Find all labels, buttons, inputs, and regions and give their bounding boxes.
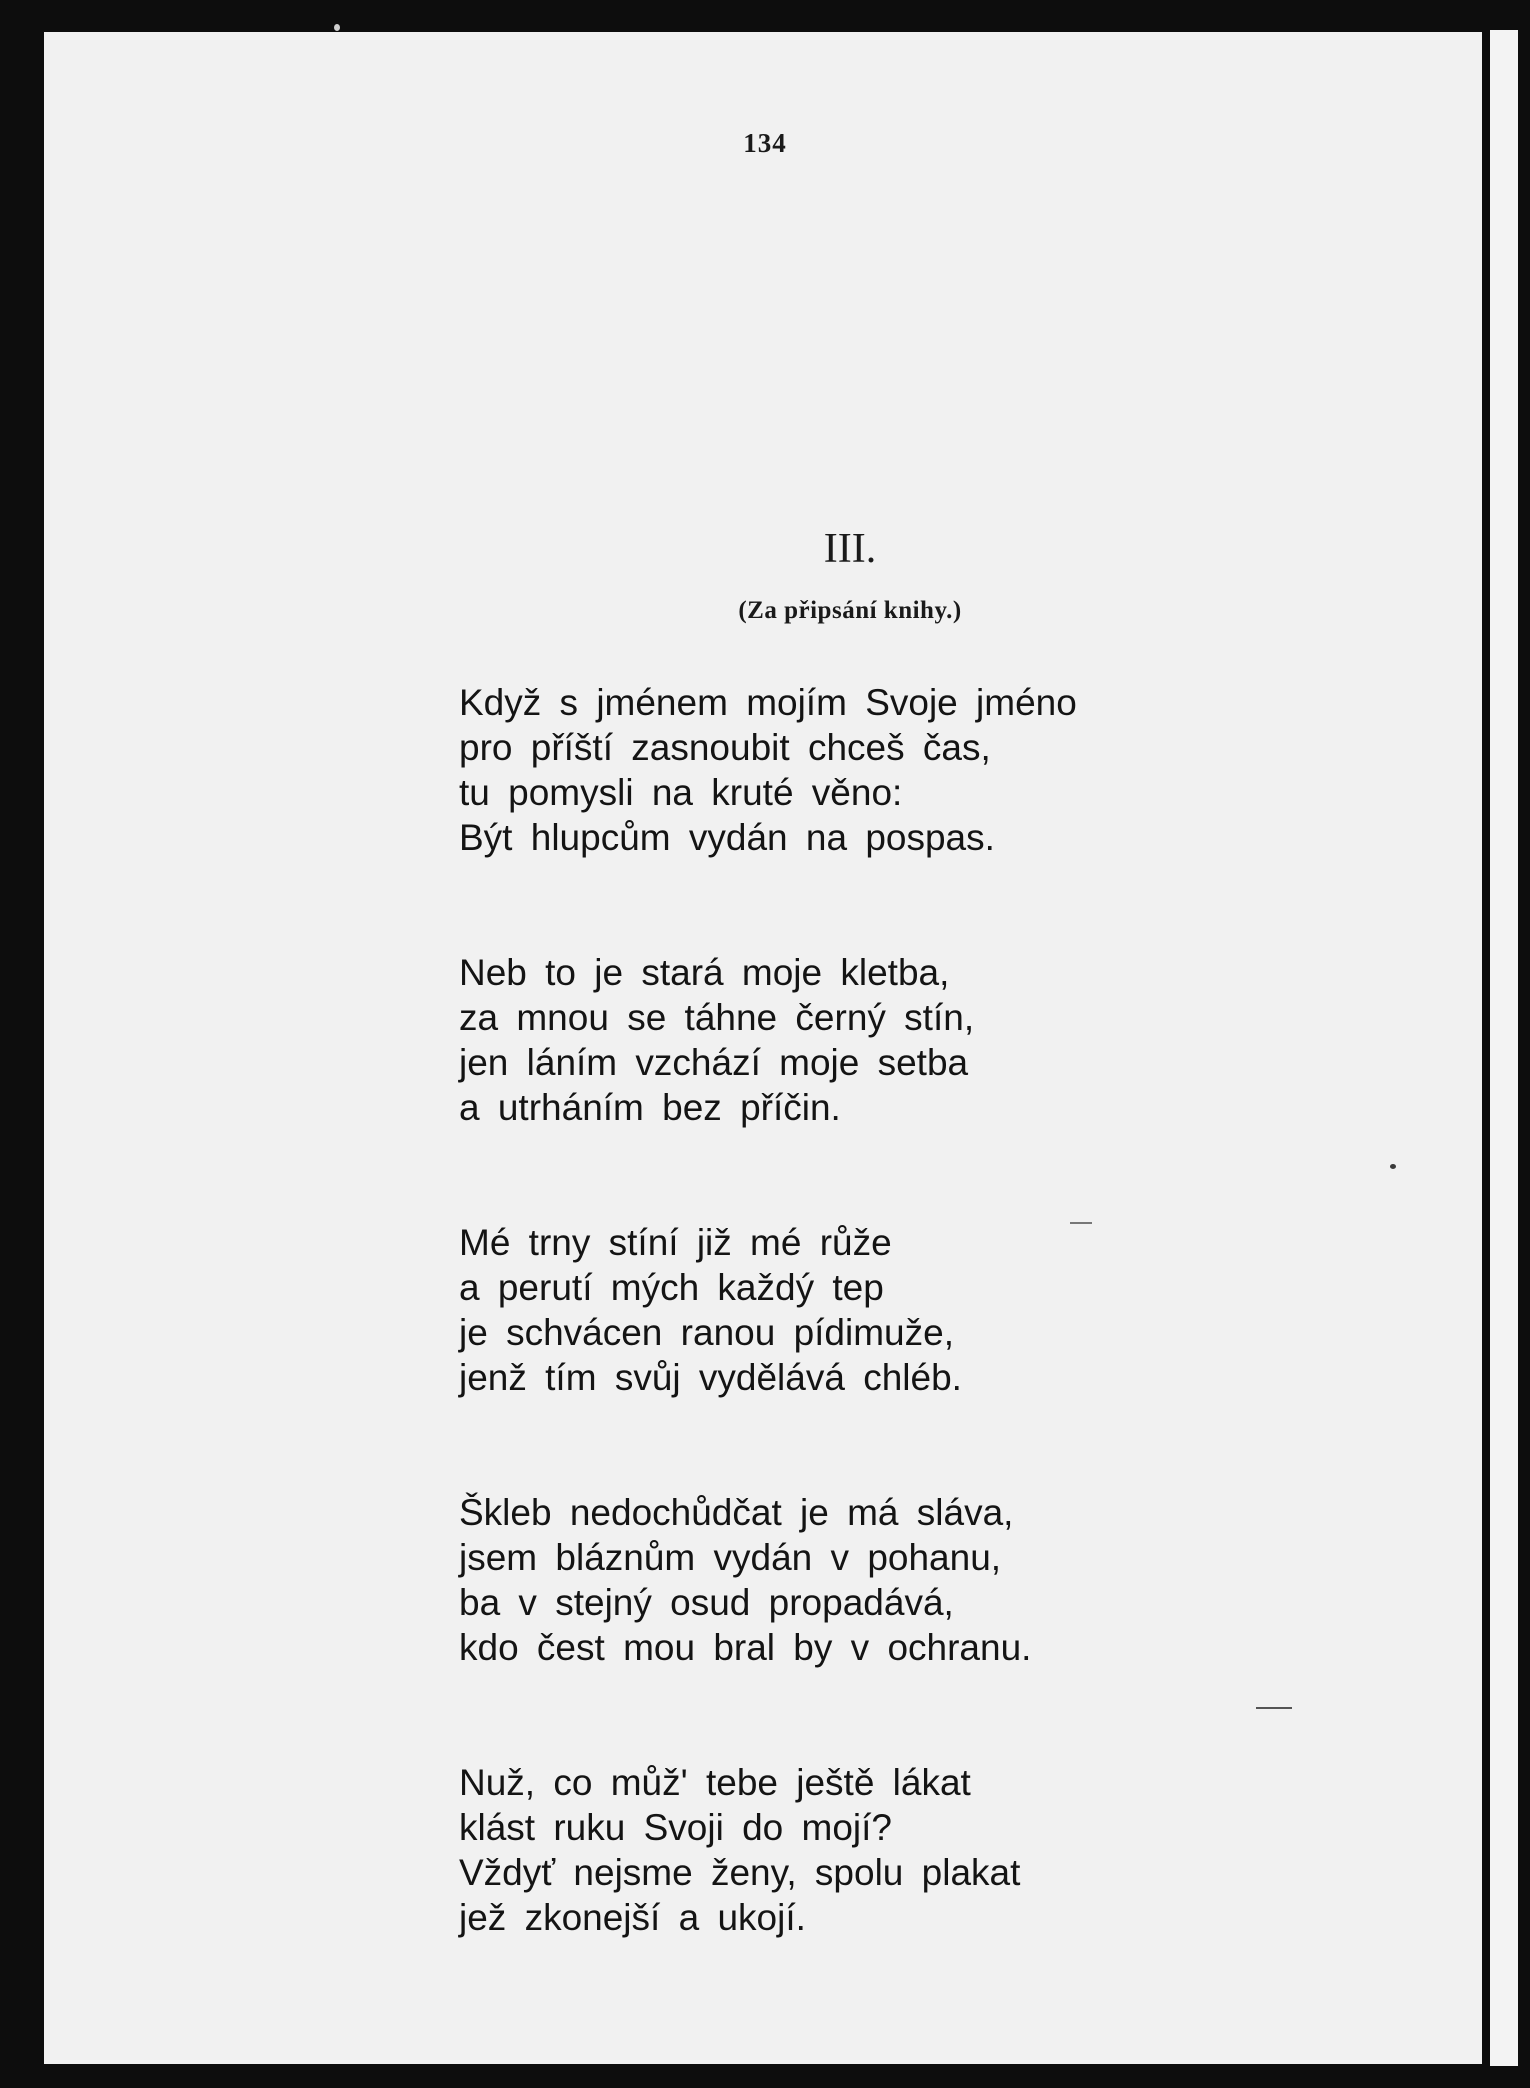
verse-line: ba v stejný osud propadává, [459,1582,954,1623]
verse-line: Vždyť nejsme ženy, spolu plakat [459,1852,1021,1893]
verse-line: Být hlupcům vydán na pospas. [459,817,995,858]
verse-line: pro příští zasnoubit chceš čas, [459,727,991,768]
verse-line: klást ruku Svoji do mojí? [459,1807,893,1848]
stanza [459,1490,1219,1670]
scan-speck [334,24,340,31]
verse-line: jen láním vzchází moje setba [459,1042,969,1083]
verse-line: za mnou se táhne černý stín, [459,997,975,1038]
section-title: III. [823,526,877,572]
verse-line: je schvácen ranou pídimuže, [459,1312,954,1353]
stanza [459,1760,1219,1940]
page-number: 134 [743,128,787,158]
poem [459,680,1219,2030]
adjacent-page-edge [1490,30,1518,2066]
scan-speck [1390,1164,1396,1169]
scan-mark [1256,1707,1292,1709]
verse-line: Když s jménem mojím Svoje jméno [459,682,1077,723]
verse-line: jenž tím svůj vydělává chléb. [459,1357,962,1398]
verse-line: Mé trny stíní již mé růže [459,1222,892,1263]
verse-line: Neb to je stará moje kletba, [459,952,950,993]
verse-line: jež zkonejší a ukojí. [459,1897,806,1938]
verse-line: a perutí mých každý tep [459,1267,884,1308]
verse-line: kdo čest mou bral by v ochranu. [459,1627,1032,1668]
verse-line: Nuž, co můž' tebe ještě lákat [459,1762,971,1803]
verse-line: Škleb nedochůdčat je má sláva, [459,1492,1014,1533]
verse-line: a utrháním bez příčin. [459,1087,841,1128]
stanza [459,1220,1219,1400]
stanza [459,680,1219,860]
verse-line: tu pomysli na kruté věno: [459,772,903,813]
verse-line: jsem bláznům vydán v pohanu, [459,1537,1002,1578]
section-subtitle: (Za připsání knihy.) [738,597,962,624]
stanza [459,950,1219,1130]
